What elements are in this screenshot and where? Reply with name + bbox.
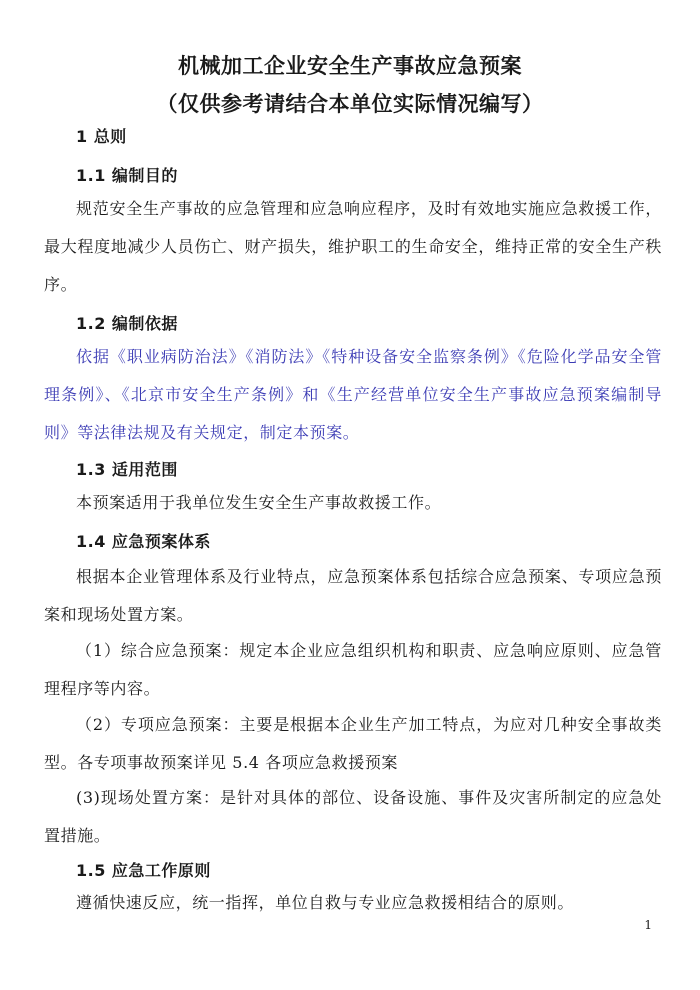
document-title: 机械加工企业安全生产事故应急预案: [178, 54, 522, 78]
section-heading-1-2: 1.2 编制依据: [76, 314, 178, 333]
section-1-1-paragraph: 规范安全生产事故的应急管理和应急响应程序，及时有效地实施应急救援工作，最大程度地减少人员伤亡、财产损失，维护职工的生命安全，维持正常的安全生产秩序。: [44, 199, 662, 294]
section-1-3-paragraph: 本预案适用于我单位发生安全生产事故救援工作。: [76, 493, 442, 512]
section-1-4-item-1: （1）综合应急预案：规定本企业应急组织机构和职责、应急响应原则、应急管理程序等内容。: [44, 641, 662, 698]
section-heading-1: 1 总则: [76, 127, 127, 146]
section-heading-1-5: 1.5 应急工作原则: [76, 861, 211, 880]
section-1-2-paragraph: 依据《职业病防治法》《消防法》《特种设备安全监察条例》《危险化学品安全管理条例》、《北京市安全生产条例》和《生产经营单位安全生产事故应急预案编制导则》等法律法规及有关规定，制定本预案。: [44, 347, 662, 442]
page-number: 1: [644, 918, 652, 932]
section-heading-1-4: 1.4 应急预案体系: [76, 532, 211, 551]
section-1-4-paragraph: 根据本企业管理体系及行业特点，应急预案体系包括综合应急预案、专项应急预案和现场处置方案。: [44, 567, 662, 624]
section-heading-1-3: 1.3 适用范围: [76, 460, 178, 479]
section-heading-1-1: 1.1 编制目的: [76, 166, 178, 185]
section-1-4-item-2: （2）专项应急预案：主要是根据本企业生产加工特点，为应对几种安全事故类型。各专项事故预案详见 5.4 各项应急救援预案: [44, 715, 662, 772]
document-subtitle: （仅供参考请结合本单位实际情况编写）: [156, 92, 544, 116]
section-1-5-paragraph: 遵循快速反应，统一指挥，单位自救与专业应急救援相结合的原则。: [76, 893, 575, 912]
section-1-4-item-3: (3)现场处置方案：是针对具体的部位、设备设施、事件及灾害所制定的应急处置措施。: [44, 788, 662, 845]
